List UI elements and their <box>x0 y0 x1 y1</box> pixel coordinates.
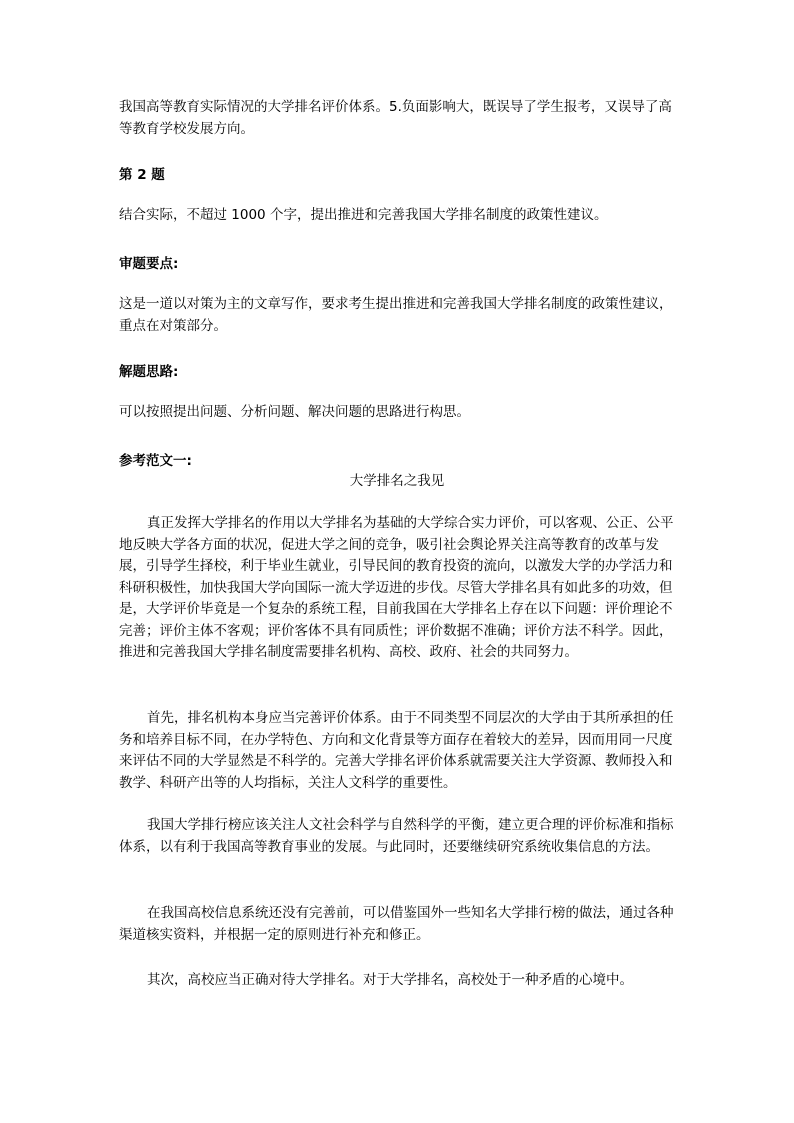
intro-paragraph: 我国高等教育实际情况的大学排名评价体系。5.负面影响大，既误导了学生报考，又误导了高等教育学校发展方向。 <box>119 99 672 137</box>
question-2-heading: 第 2 题 <box>119 167 165 183</box>
approach-text: 可以按照提出问题、分析问题、解决问题的思路进行构思。 <box>119 404 470 420</box>
review-points-text: 这是一道以对策为主的文章写作，要求考生提出推进和完善我国大学排名制度的政策性建议，重点在对策部分。 <box>119 296 673 334</box>
approach-heading: 解题思路: <box>119 364 179 380</box>
essay-paragraph-5: 其次，高校应当正确对待大学排名。对于大学排名，高校处于一种矛盾的心境中。 <box>147 972 633 988</box>
review-points-heading: 审题要点: <box>119 256 179 272</box>
essay-paragraph-1: 真正发挥大学排名的作用以大学排名为基础的大学综合实力评价，可以客观、公正、公平地反映大学各方面的状况，促进大学之间的竞争，吸引社会舆论界关注高等教育的改革与发展，引导学生择校，利于毕业生就业，引导民间的教育投资的流向，以激发大学的办学活力和科研积极性，加快我国大学向国际一流大学迈进的步伐。尽管大学排名具有如此多的功效，但是，大学评价毕竟是一个复杂的系统工程，目前我国在大学排名上存在以下问题：评价理论不完善；评价主体不客观；评价客体不具有同质性；评价数据不准确；评价方法不科学。因此，推进和完善我国大学排名制度需要排名机构、高校、政府、社会的共同努力。 <box>119 515 674 660</box>
question-2-text: 结合实际，不超过 1000 个字，提出推进和完善我国大学排名制度的政策性建议。 <box>119 207 608 223</box>
essay-paragraph-3: 我国大学排行榜应该关注人文社会科学与自然科学的平衡，建立更合理的评价标准和指标体系，以有利于我国高等教育事业的发展。与此同时，还要继续研究系统收集信息的方法。 <box>119 817 674 855</box>
essay-paragraph-2: 首先，排名机构本身应当完善评价体系。由于不同类型不同层次的大学由于其所承担的任务和培养目标不同，在办学特色、方向和文化背景等方面存在着较大的差异，因而用同一尺度来评估不同的大学显然是不科学的。完善大学排名评价体系就需要关注大学资源、教师投入和教学、科研产出等的人均指标，关注人文科学的重要性。 <box>119 710 674 791</box>
essay-title: 大学排名之我见 <box>349 473 445 489</box>
sample-essay-heading: 参考范文一: <box>119 453 192 469</box>
essay-paragraph-4: 在我国高校信息系统还没有完善前，可以借鉴国外一些知名大学排行榜的做法，通过各种渠道核实资料，并根据一定的原则进行补充和修正。 <box>119 905 674 943</box>
